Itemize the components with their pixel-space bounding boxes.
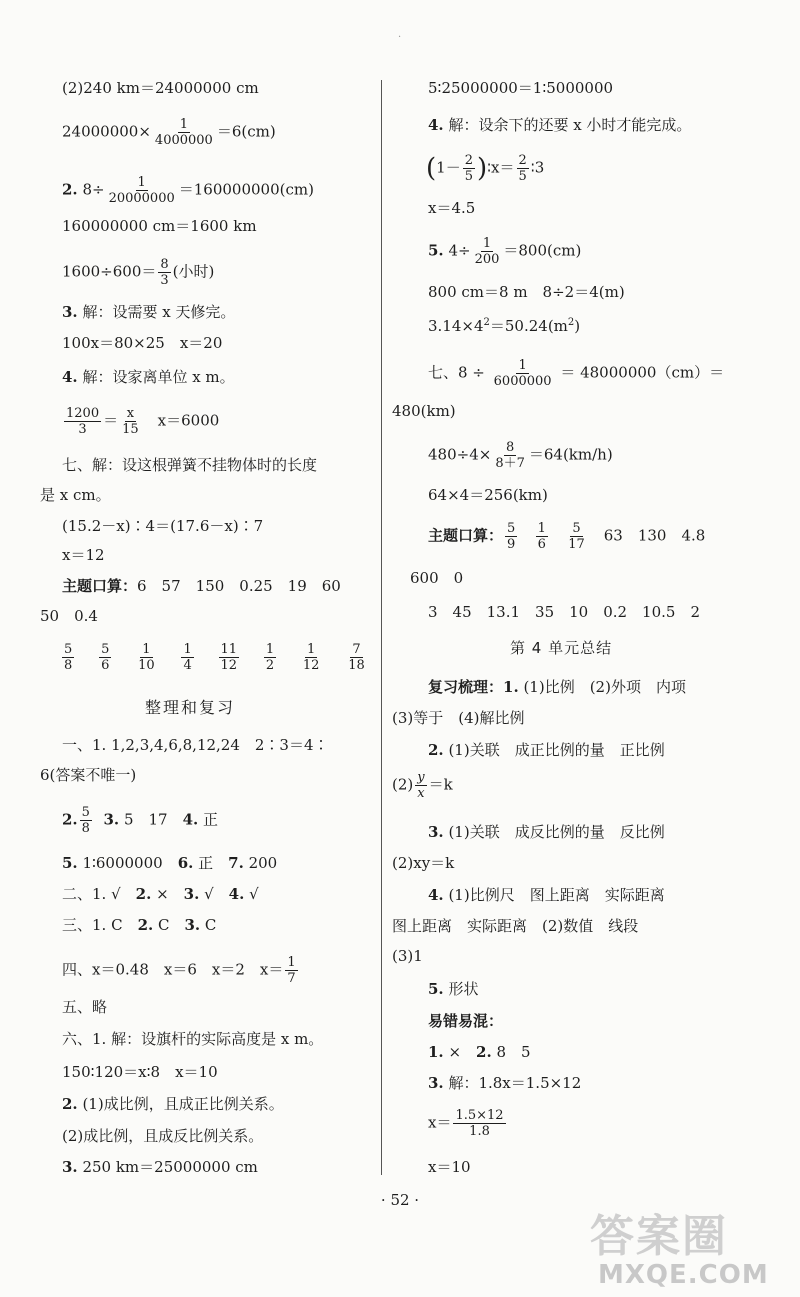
left-line-15: 50 0.4 [40, 607, 98, 625]
left-line-13: x＝12 [62, 546, 105, 564]
right-line-30: x＝10 [428, 1158, 471, 1176]
right-line-1: 5∶25000000＝1∶5000000 [428, 79, 614, 97]
right-line-13: 600 0 [410, 569, 464, 587]
section-heading-unit4: 第 4 单元总结 [510, 639, 613, 657]
left-line-9: $\frac{1200}{3}$ ＝ $\frac{x}{15}$ x＝6000 [66, 406, 220, 437]
right-line-20: 3. (1)关联 成反比例的量 反比例 [428, 823, 665, 841]
right-line-9: 480(km) [392, 402, 456, 420]
left-column [0, 0, 370, 1297]
right-line-18: 2. (1)关联 成正比例的量 正比例 [428, 741, 665, 759]
fraction: $\frac{1}{6000000}$ [493, 358, 552, 389]
right-line-3: (1－ $\frac{2}{5}$ )∶x＝ $\frac{2}{5}$ ∶3 [426, 153, 545, 184]
left-line-28: 2. (1)成比例，且成正比例关系。 [62, 1095, 284, 1113]
left-line-4: 160000000 cm＝1600 km [62, 217, 257, 235]
page-number: · 52 · [380, 1191, 420, 1209]
left-line-1: (2)240 km＝24000000 cm [62, 79, 259, 97]
right-line-5: 5. 4÷ $\frac{1}{200}$ ＝800(cm) [428, 236, 582, 267]
right-line-8: 七、8 ÷ $\frac{1}{6000000}$ ＝ 48000000（cm）＝ [428, 358, 725, 389]
left-line-20: 2. $\frac{5}{8}$ 3. 5 17 4. 正 [62, 805, 219, 836]
right-line-6: 800 cm＝8 m 8÷2＝4(m) [428, 283, 625, 301]
right-line-21: (2)xy＝k [392, 854, 455, 872]
right-line-27: 1. × 2. 8 5 [428, 1043, 531, 1061]
scan-dot: · [398, 32, 402, 43]
right-line-29: x＝ $\frac{1.5\times 12}{1.8}$ [428, 1108, 504, 1139]
fraction: $\frac{1}{200}$ [474, 236, 500, 267]
right-column [390, 0, 760, 1297]
fraction: $\frac{5}{17}$ [568, 521, 585, 552]
right-line-2: 4. 解：设余下的还要 x 小时才能完成。 [428, 116, 692, 134]
left-line-18: 一、1. 1,2,3,4,6,8,12,24 2∶3＝4∶ [62, 736, 329, 754]
fraction: $\frac{8}{8+7}$ [495, 440, 525, 471]
left-line-16-fractions: $\frac{5}{8}$ $\frac{5}{6}$ $\frac{1}{10}$ $\frac{1}{4}$ $\frac{11}{12}$ $\frac{1}{2}$ $\frac{1}{12}$ $\frac{7}{18}$ [64, 642, 365, 673]
fraction: $\frac{2}{5}$ [464, 153, 473, 184]
right-line-7: $3.14\times 4^2=50.24(m^2)$ [428, 317, 581, 335]
fraction: $\frac{1200}{3}$ [66, 406, 100, 437]
fraction: $\frac{1}{7}$ [287, 955, 296, 986]
left-line-23: 三、1. C 2. C 3. C [62, 916, 217, 934]
left-line-21: 5. 1∶6000000 6. 正 7. 200 [62, 854, 278, 872]
left-line-26: 六、1. 解：设旗杆的实际高度是 x m。 [62, 1030, 324, 1048]
left-line-3: 2. 8÷ $\frac{1}{20000000}$ ＝160000000(cm) [62, 175, 314, 206]
fraction: $\frac{1}{6}$ [537, 521, 546, 552]
left-line-5: 1600÷600＝ $\frac{8}{3}$ (小时) [62, 257, 215, 288]
fraction: $\frac{1.5\times 12}{1.8}$ [455, 1108, 504, 1139]
fraction: $\frac{8}{3}$ [160, 257, 169, 288]
right-line-23: 图上距离 实际距离 (2)数值 线段 [392, 917, 639, 935]
left-line-27: 150∶120＝x∶8 x＝10 [62, 1063, 218, 1081]
right-line-22: 4. (1)比例尺 图上距离 实际距离 [428, 886, 665, 904]
right-line-14: 3 45 13.1 35 10 0.2 10.5 2 [428, 603, 701, 621]
left-line-29: (2)成比例，且成反比例关系。 [62, 1127, 264, 1145]
watermark-top: 答案圈 [590, 1211, 728, 1262]
right-line-19: (2) $\frac{y}{x}$ ＝k [392, 770, 453, 801]
fraction: $\frac{x}{15}$ [122, 406, 139, 437]
left-line-19: 6(答案不唯一) [40, 766, 137, 784]
right-line-12: 主题口算： $\frac{5}{9}$ $\frac{1}{6}$ $\frac{5}{17}$ 63 130 4.8 [428, 521, 706, 552]
section-heading-review: 整理和复习 [145, 698, 236, 717]
right-line-10: 480÷4× $\frac{8}{8+7}$ ＝64(km/h) [428, 440, 613, 471]
left-line-11: 是 x cm。 [40, 486, 111, 504]
left-line-22: 二、1. √ 2. × 3. √ 4. √ [62, 885, 259, 903]
watermark-bottom: MXQE.COM [598, 1260, 769, 1290]
fraction: $\frac{y}{x}$ [417, 770, 425, 801]
right-line-16: 复习梳理：1. (1)比例 (2)外项 内项 [428, 678, 686, 696]
right-line-11: 64×4＝256(km) [428, 486, 548, 504]
left-line-25: 五、略 [62, 998, 108, 1016]
column-divider [381, 80, 382, 1175]
fraction: $\frac{5}{9}$ [507, 521, 516, 552]
right-line-4: x＝4.5 [428, 199, 476, 217]
left-line-24: 四、x＝0.48 x＝6 x＝2 x＝ $\frac{1}{7}$ [62, 955, 296, 986]
left-line-30: 3. 250 km＝25000000 cm [62, 1158, 258, 1176]
left-line-2: 24000000× $\frac{1}{4000000}$ ＝6(cm) [62, 117, 276, 148]
fraction: $\frac{2}{5}$ [518, 153, 527, 184]
right-line-26: 易错易混： [428, 1012, 504, 1030]
right-line-25: 5. 形状 [428, 980, 479, 998]
left-line-10: 七、解：设这根弹簧不挂物体时的长度 [62, 456, 318, 474]
right-line-17: (3)等于 (4)解比例 [392, 709, 525, 727]
right-line-24: (3)1 [392, 947, 423, 965]
right-line-28: 3. 解：1.8x＝1.5×12 [428, 1074, 582, 1092]
fraction: $\frac{5}{8}$ [81, 805, 90, 836]
left-line-7: 100x＝80×25 x＝20 [62, 334, 223, 352]
left-line-14: 主题口算：6 57 150 0.25 19 60 [62, 577, 341, 595]
fraction: $\frac{1}{20000000}$ [108, 175, 175, 206]
left-line-8: 4. 解：设家离单位 x m。 [62, 368, 235, 386]
left-line-6: 3. 解：设需要 x 天修完。 [62, 303, 236, 321]
watermark-logo [590, 1200, 790, 1295]
left-line-12: (15.2－x)∶4＝(17.6－x)∶7 [62, 517, 264, 535]
fraction: $\frac{1}{4000000}$ [154, 117, 213, 148]
